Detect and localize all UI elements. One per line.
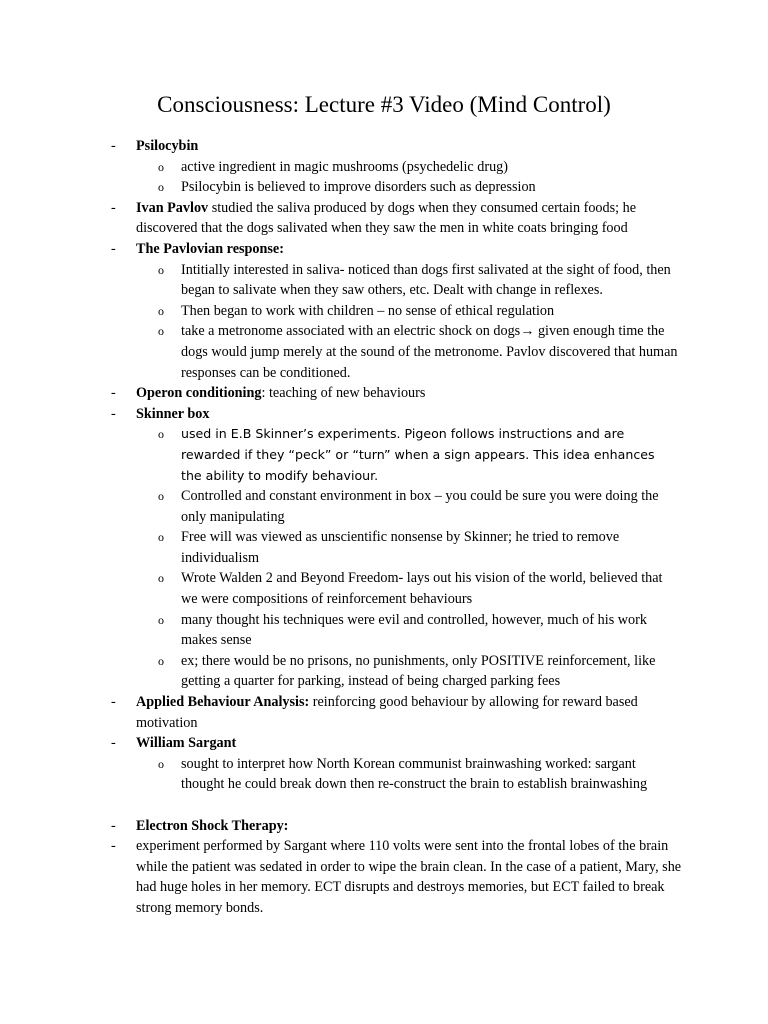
sub-item-text: ex; there would be no prisons, no punishments, only POSITIVE reinforcement, like getting a quarter for parking, instead of being charged parking fees: [181, 652, 656, 690]
sub-item: [0, 486, 768, 527]
heading-ect: Electron Shock Therapy:: [136, 817, 289, 834]
bullet-marker: o: [158, 262, 164, 277]
sub-item-text: Wrote Walden 2 and Beyond Freedom- lays out his vision of the world, believed that we were compositions of reinforcement behaviours: [181, 570, 663, 608]
sub-item: [0, 568, 768, 609]
sub-item-text: sought to interpret how North Korean communist brainwashing worked: sargant thought he could break down then re-construct the brain to establish brainwashing: [181, 755, 648, 793]
dash-marker: -: [111, 138, 116, 154]
heading-pavlov: Ivan Pavlov: [136, 199, 209, 216]
sub-item-text: Free will was viewed as unscientific nonsense by Skinner; he tried to remove individualism: [181, 529, 620, 566]
heading-skinner: Skinner box: [136, 405, 210, 422]
bullet-marker: o: [158, 159, 164, 174]
dash-marker: -: [111, 694, 116, 711]
list-item-aba: [0, 692, 768, 733]
sub-item: [0, 177, 768, 198]
metronome-text-b: given enough time the dogs would jump merely at the sound of the metronome. Pavlov discovered that human responses can be conditioned.: [181, 323, 678, 381]
bullet-marker: o: [158, 530, 164, 545]
dash-marker: -: [111, 817, 116, 834]
arrow-right-icon: →: [520, 323, 535, 340]
dash-marker: -: [111, 199, 116, 216]
aba-text: reinforcing good behaviour by allowing for reward based motivation: [136, 694, 638, 731]
bullet-marker: o: [158, 612, 164, 627]
sub-item: [0, 157, 768, 178]
bullet-marker: o: [158, 489, 164, 504]
pavlov-text: studied the saliva produced by dogs when they consumed certain foods; he discovered that the dogs salivated when they saw the men in white coats bringing food: [136, 199, 637, 237]
list-item-skinner: [0, 404, 768, 425]
sub-item: [0, 527, 768, 568]
sub-item-text: used in E.B Skinner’s experiments. Pigeon follows instructions and are rewarded if they “peck” or “turn” when a sign appears. This idea enhances the ability to modify behaviour.: [181, 426, 655, 483]
heading-sargant: William Sargant: [136, 735, 237, 752]
metronome-text-a: take a metronome associated with an electric shock on dogs: [181, 323, 521, 340]
operon-text: : teaching of new behaviours: [261, 385, 426, 402]
list-item-ect-detail: [0, 836, 768, 918]
sub-item: [0, 321, 768, 383]
dash-marker: -: [111, 240, 116, 257]
sub-item: [0, 610, 768, 651]
bullet-marker: o: [158, 571, 164, 586]
list-item-pavlovian: [0, 239, 768, 260]
sub-item-text: Psilocybin is believed to improve disorders such as depression: [181, 179, 536, 196]
list-item-psilocybin: [0, 136, 768, 157]
sub-item: [0, 301, 768, 322]
list-item-sargant: [0, 733, 768, 754]
sub-item: [0, 424, 768, 486]
heading-operon: Operon conditioning: [136, 385, 262, 402]
heading-psilocybin: Psilocybin: [136, 138, 199, 154]
sub-item-text: Controlled and constant environment in box – you could be sure you were doing the only manipulating: [181, 488, 659, 525]
bullet-marker: o: [158, 180, 164, 195]
heading-aba: Applied Behaviour Analysis:: [136, 694, 310, 711]
sub-item-text: Then began to work with children – no sense of ethical regulation: [181, 302, 555, 319]
sub-item-text: many thought his techniques were evil and controlled, however, much of his work makes sense: [181, 611, 647, 649]
dash-marker: -: [111, 735, 116, 752]
sub-item: [0, 754, 768, 795]
sub-item-text: active ingredient in magic mushrooms (psychedelic drug): [181, 158, 509, 175]
list-item-pavlov: [0, 198, 768, 239]
ect-text: experiment performed by Sargant where 110 volts were sent into the frontal lobes of the brain while the patient was sedated in order to wipe the brain clean. In the case of a patient, Mary, she had huge holes in her memory. ECT disrupts and destroys memories, but ECT failed to break strong memory bonds.: [136, 838, 682, 916]
page-title: Consciousness: Lecture #3 Video (Mind Control): [157, 92, 611, 117]
dash-marker: -: [111, 385, 116, 402]
bullet-marker: o: [158, 303, 164, 318]
bullet-marker: o: [158, 324, 164, 339]
list-item-ect: [0, 816, 768, 837]
dash-marker: -: [111, 838, 116, 855]
sub-item: [0, 260, 768, 301]
dash-marker: -: [111, 405, 116, 422]
bullet-marker: o: [158, 756, 164, 771]
notes-body: [0, 136, 768, 919]
bullet-marker: o: [158, 427, 164, 442]
bullet-marker: o: [158, 653, 164, 668]
heading-pavlovian: The Pavlovian response:: [136, 240, 284, 257]
list-item-operon: [0, 383, 768, 404]
sub-item-text: Intitially interested in saliva- noticed than dogs first salivated at the sight of food, then began to salivate when they saw others, etc. Dealt with change in reflexes.: [181, 261, 671, 299]
sub-item: [0, 651, 768, 692]
spacer: [0, 795, 768, 816]
